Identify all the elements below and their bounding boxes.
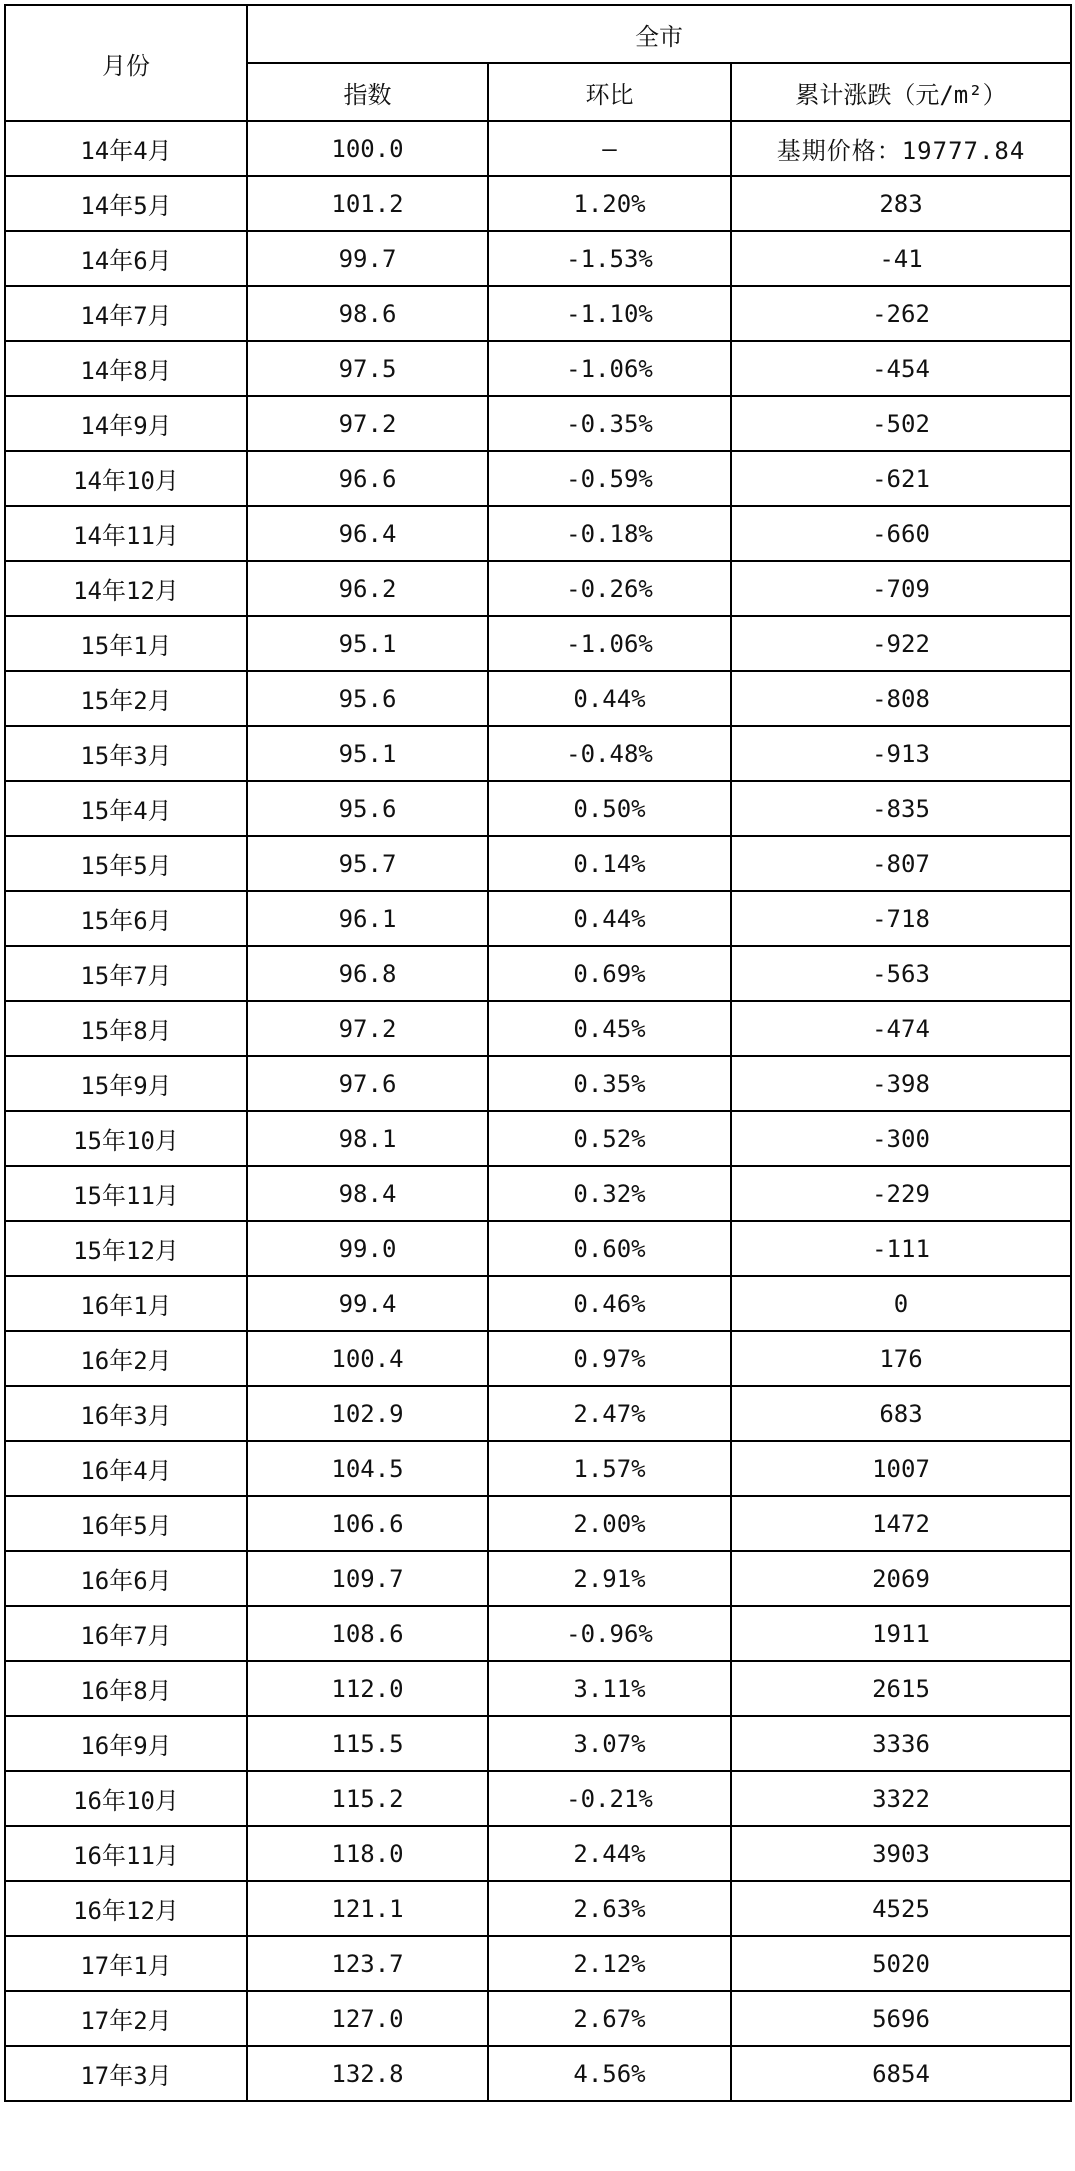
index-cell: 95.6 bbox=[247, 671, 488, 726]
table-row bbox=[5, 1166, 1071, 1221]
month-cell: 15年7月 bbox=[5, 946, 247, 1001]
table-row bbox=[5, 1331, 1071, 1386]
table-row bbox=[5, 1551, 1071, 1606]
index-cell: 106.6 bbox=[247, 1496, 488, 1551]
cumulative-change-cell: -398 bbox=[731, 1056, 1071, 1111]
index-cell: 97.5 bbox=[247, 341, 488, 396]
index-cell: 95.6 bbox=[247, 781, 488, 836]
table-row bbox=[5, 891, 1071, 946]
month-cell: 16年12月 bbox=[5, 1881, 247, 1936]
table-row bbox=[5, 1771, 1071, 1826]
month-cell: 14年9月 bbox=[5, 396, 247, 451]
index-cell: 95.1 bbox=[247, 726, 488, 781]
month-cell: 16年2月 bbox=[5, 1331, 247, 1386]
mom-change-cell: -1.06% bbox=[488, 341, 731, 396]
index-cell: 118.0 bbox=[247, 1826, 488, 1881]
cumulative-change-cell: 6854 bbox=[731, 2046, 1071, 2101]
month-cell: 14年6月 bbox=[5, 231, 247, 286]
month-cell: 15年8月 bbox=[5, 1001, 247, 1056]
table-row bbox=[5, 561, 1071, 616]
month-cell: 17年2月 bbox=[5, 1991, 247, 2046]
month-cell: 16年3月 bbox=[5, 1386, 247, 1441]
month-cell: 17年1月 bbox=[5, 1936, 247, 1991]
table-row bbox=[5, 2046, 1071, 2101]
mom-change-cell: — bbox=[488, 121, 731, 176]
table-header bbox=[5, 5, 1071, 121]
mom-change-cell: -1.10% bbox=[488, 286, 731, 341]
table-row bbox=[5, 726, 1071, 781]
month-cell: 15年12月 bbox=[5, 1221, 247, 1276]
cumulative-change-cell: 283 bbox=[731, 176, 1071, 231]
cumulative-change-cell: 3322 bbox=[731, 1771, 1071, 1826]
cumulative-change-cell: 基期价格：19777.84 bbox=[731, 121, 1071, 176]
index-cell: 95.7 bbox=[247, 836, 488, 891]
cumulative-change-cell: -111 bbox=[731, 1221, 1071, 1276]
cumulative-change-cell: -262 bbox=[731, 286, 1071, 341]
index-cell: 96.2 bbox=[247, 561, 488, 616]
table-row bbox=[5, 1111, 1071, 1166]
cumulative-change-cell: 0 bbox=[731, 1276, 1071, 1331]
month-cell: 16年7月 bbox=[5, 1606, 247, 1661]
cumulative-change-cell: -502 bbox=[731, 396, 1071, 451]
mom-change-cell: 0.52% bbox=[488, 1111, 731, 1166]
mom-change-cell: 2.12% bbox=[488, 1936, 731, 1991]
index-cell: 100.0 bbox=[247, 121, 488, 176]
city-group-header: 全市 bbox=[247, 5, 1071, 63]
mom-change-cell: -1.06% bbox=[488, 616, 731, 671]
cumulative-change-cell: 4525 bbox=[731, 1881, 1071, 1936]
table-row bbox=[5, 1826, 1071, 1881]
mom-change-cell: 0.46% bbox=[488, 1276, 731, 1331]
month-cell: 16年6月 bbox=[5, 1551, 247, 1606]
table-row bbox=[5, 451, 1071, 506]
cumulative-change-cell: -807 bbox=[731, 836, 1071, 891]
index-cell: 97.2 bbox=[247, 1001, 488, 1056]
table-row bbox=[5, 396, 1071, 451]
mom-change-cell: -0.18% bbox=[488, 506, 731, 561]
index-cell: 98.1 bbox=[247, 1111, 488, 1166]
mom-change-cell: 4.56% bbox=[488, 2046, 731, 2101]
month-cell: 14年12月 bbox=[5, 561, 247, 616]
month-cell: 14年8月 bbox=[5, 341, 247, 396]
mom-change-cell: 0.69% bbox=[488, 946, 731, 1001]
table-row bbox=[5, 286, 1071, 341]
month-cell: 14年10月 bbox=[5, 451, 247, 506]
cumulative-change-cell: 2615 bbox=[731, 1661, 1071, 1716]
month-cell: 14年4月 bbox=[5, 121, 247, 176]
cumulative-change-cell: -300 bbox=[731, 1111, 1071, 1166]
mom-change-cell: 0.97% bbox=[488, 1331, 731, 1386]
index-cell: 99.4 bbox=[247, 1276, 488, 1331]
mom-change-cell: 0.44% bbox=[488, 891, 731, 946]
mom-change-cell: 3.07% bbox=[488, 1716, 731, 1771]
index-cell: 102.9 bbox=[247, 1386, 488, 1441]
index-cell: 112.0 bbox=[247, 1661, 488, 1716]
month-cell: 16年8月 bbox=[5, 1661, 247, 1716]
index-cell: 132.8 bbox=[247, 2046, 488, 2101]
index-cell: 96.6 bbox=[247, 451, 488, 506]
table-row bbox=[5, 1881, 1071, 1936]
month-column-header: 月份 bbox=[5, 5, 247, 121]
index-cell: 98.4 bbox=[247, 1166, 488, 1221]
mom-change-cell: -0.59% bbox=[488, 451, 731, 506]
table-row bbox=[5, 121, 1071, 176]
mom-change-cell: 2.67% bbox=[488, 1991, 731, 2046]
index-cell: 95.1 bbox=[247, 616, 488, 671]
table-row bbox=[5, 781, 1071, 836]
month-cell: 16年4月 bbox=[5, 1441, 247, 1496]
month-cell: 17年3月 bbox=[5, 2046, 247, 2101]
month-cell: 14年7月 bbox=[5, 286, 247, 341]
mom-change-cell: 0.44% bbox=[488, 671, 731, 726]
mom-change-cell: 0.35% bbox=[488, 1056, 731, 1111]
month-cell: 16年10月 bbox=[5, 1771, 247, 1826]
mom-change-cell: 2.47% bbox=[488, 1386, 731, 1441]
cumulative-change-cell: 5696 bbox=[731, 1991, 1071, 2046]
table-row bbox=[5, 1716, 1071, 1771]
index-cell: 100.4 bbox=[247, 1331, 488, 1386]
cumulative-change-cell: -709 bbox=[731, 561, 1071, 616]
month-cell: 15年1月 bbox=[5, 616, 247, 671]
mom-change-cell: 1.20% bbox=[488, 176, 731, 231]
table-row bbox=[5, 1661, 1071, 1716]
mom-change-cell: -0.48% bbox=[488, 726, 731, 781]
cumulative-change-cell: 5020 bbox=[731, 1936, 1071, 1991]
cumulative-change-cell: 3336 bbox=[731, 1716, 1071, 1771]
table-row bbox=[5, 1001, 1071, 1056]
month-cell: 16年5月 bbox=[5, 1496, 247, 1551]
mom-change-cell: 0.45% bbox=[488, 1001, 731, 1056]
mom-change-cell: -0.96% bbox=[488, 1606, 731, 1661]
month-cell: 16年1月 bbox=[5, 1276, 247, 1331]
cumulative-change-cell: 683 bbox=[731, 1386, 1071, 1441]
table-row bbox=[5, 1936, 1071, 1991]
month-cell: 15年3月 bbox=[5, 726, 247, 781]
table-row bbox=[5, 506, 1071, 561]
cumulative-change-column-header: 累计涨跌（元/m²） bbox=[731, 63, 1071, 121]
index-cell: 121.1 bbox=[247, 1881, 488, 1936]
cumulative-change-cell: 1007 bbox=[731, 1441, 1071, 1496]
month-cell: 15年11月 bbox=[5, 1166, 247, 1221]
cumulative-change-cell: -922 bbox=[731, 616, 1071, 671]
index-cell: 115.2 bbox=[247, 1771, 488, 1826]
index-cell: 99.7 bbox=[247, 231, 488, 286]
month-cell: 14年11月 bbox=[5, 506, 247, 561]
month-cell: 15年5月 bbox=[5, 836, 247, 891]
cumulative-change-cell: -660 bbox=[731, 506, 1071, 561]
cumulative-change-cell: -913 bbox=[731, 726, 1071, 781]
mom-change-cell: 0.14% bbox=[488, 836, 731, 891]
month-cell: 16年9月 bbox=[5, 1716, 247, 1771]
index-cell: 96.8 bbox=[247, 946, 488, 1001]
cumulative-change-cell: 2069 bbox=[731, 1551, 1071, 1606]
index-cell: 109.7 bbox=[247, 1551, 488, 1606]
table-row bbox=[5, 1056, 1071, 1111]
month-cell: 15年10月 bbox=[5, 1111, 247, 1166]
cumulative-change-cell: -229 bbox=[731, 1166, 1071, 1221]
price-index-table-container bbox=[4, 4, 1070, 2102]
index-cell: 115.5 bbox=[247, 1716, 488, 1771]
month-cell: 15年6月 bbox=[5, 891, 247, 946]
table-row bbox=[5, 836, 1071, 891]
cumulative-change-cell: -718 bbox=[731, 891, 1071, 946]
month-cell: 15年4月 bbox=[5, 781, 247, 836]
table-row bbox=[5, 341, 1071, 396]
mom-change-cell: 2.00% bbox=[488, 1496, 731, 1551]
table-row bbox=[5, 616, 1071, 671]
month-cell: 15年9月 bbox=[5, 1056, 247, 1111]
table-row bbox=[5, 1496, 1071, 1551]
header-row-1 bbox=[5, 5, 1071, 63]
index-cell: 108.6 bbox=[247, 1606, 488, 1661]
cumulative-change-cell: -41 bbox=[731, 231, 1071, 286]
mom-change-cell: 1.57% bbox=[488, 1441, 731, 1496]
mom-change-cell: -0.26% bbox=[488, 561, 731, 616]
cumulative-change-cell: -563 bbox=[731, 946, 1071, 1001]
mom-change-cell: 0.50% bbox=[488, 781, 731, 836]
price-index-table bbox=[4, 4, 1072, 2102]
index-cell: 97.2 bbox=[247, 396, 488, 451]
index-cell: 98.6 bbox=[247, 286, 488, 341]
cumulative-change-cell: -474 bbox=[731, 1001, 1071, 1056]
mom-change-cell: 2.63% bbox=[488, 1881, 731, 1936]
table-row bbox=[5, 1441, 1071, 1496]
table-row bbox=[5, 1221, 1071, 1276]
cumulative-change-cell: 1911 bbox=[731, 1606, 1071, 1661]
table-row bbox=[5, 231, 1071, 286]
mom-change-cell: 0.60% bbox=[488, 1221, 731, 1276]
month-cell: 16年11月 bbox=[5, 1826, 247, 1881]
cumulative-change-cell: -454 bbox=[731, 341, 1071, 396]
table-row bbox=[5, 1991, 1071, 2046]
index-cell: 101.2 bbox=[247, 176, 488, 231]
mom-change-column-header: 环比 bbox=[488, 63, 731, 121]
cumulative-change-cell: -808 bbox=[731, 671, 1071, 726]
table-body bbox=[5, 121, 1071, 2101]
cumulative-change-cell: 1472 bbox=[731, 1496, 1071, 1551]
month-cell: 15年2月 bbox=[5, 671, 247, 726]
mom-change-cell: 0.32% bbox=[488, 1166, 731, 1221]
table-row bbox=[5, 671, 1071, 726]
mom-change-cell: 2.91% bbox=[488, 1551, 731, 1606]
index-cell: 97.6 bbox=[247, 1056, 488, 1111]
cumulative-change-cell: -835 bbox=[731, 781, 1071, 836]
cumulative-change-cell: 176 bbox=[731, 1331, 1071, 1386]
month-cell: 14年5月 bbox=[5, 176, 247, 231]
mom-change-cell: -0.35% bbox=[488, 396, 731, 451]
index-column-header: 指数 bbox=[247, 63, 488, 121]
index-cell: 123.7 bbox=[247, 1936, 488, 1991]
index-cell: 127.0 bbox=[247, 1991, 488, 2046]
index-cell: 96.1 bbox=[247, 891, 488, 946]
table-row bbox=[5, 1276, 1071, 1331]
mom-change-cell: -0.21% bbox=[488, 1771, 731, 1826]
mom-change-cell: -1.53% bbox=[488, 231, 731, 286]
index-cell: 96.4 bbox=[247, 506, 488, 561]
cumulative-change-cell: -621 bbox=[731, 451, 1071, 506]
table-row bbox=[5, 176, 1071, 231]
index-cell: 104.5 bbox=[247, 1441, 488, 1496]
table-row bbox=[5, 1386, 1071, 1441]
table-row bbox=[5, 946, 1071, 1001]
mom-change-cell: 2.44% bbox=[488, 1826, 731, 1881]
index-cell: 99.0 bbox=[247, 1221, 488, 1276]
mom-change-cell: 3.11% bbox=[488, 1661, 731, 1716]
cumulative-change-cell: 3903 bbox=[731, 1826, 1071, 1881]
table-row bbox=[5, 1606, 1071, 1661]
